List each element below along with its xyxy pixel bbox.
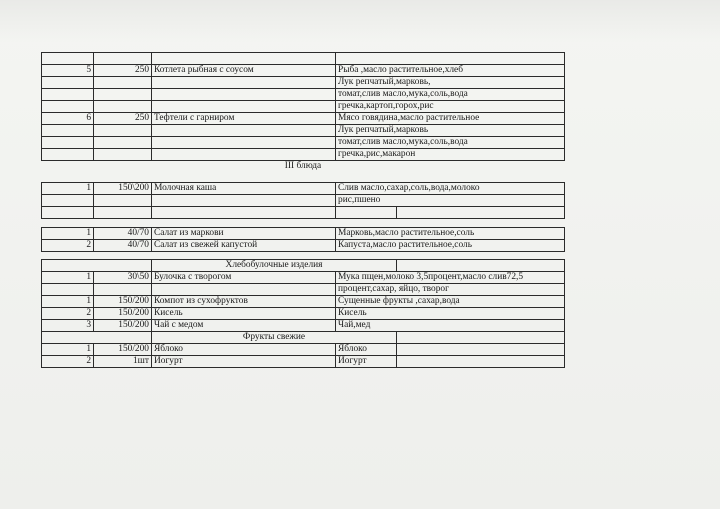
row-weight: 250 [94, 65, 152, 77]
row-number: 1 [42, 183, 94, 195]
row-number [42, 125, 94, 137]
ingredients: Чай,мед [336, 320, 565, 332]
row-weight [94, 53, 152, 65]
empty-cell [397, 344, 565, 356]
row-number: 1 [42, 272, 94, 284]
ingredients: Сущенные фрукты ,сахар,вода [336, 296, 565, 308]
dish-name [152, 77, 336, 89]
dish-name [152, 284, 336, 296]
ingredients: Лук репчатый,марковь [336, 125, 565, 137]
row-weight [94, 77, 152, 89]
row-number: 1 [42, 296, 94, 308]
row-weight: 30\50 [94, 272, 152, 284]
row-number: 2 [42, 356, 94, 368]
ingredients: Марковь,масло растительное,соль [336, 228, 565, 240]
dish-name [152, 137, 336, 149]
dish-name: Иогурт [152, 356, 336, 368]
ingredients: Мука пщен,молоко 3,5процент,масло слив72,5 [336, 272, 565, 284]
dish-name: Тефтели с гарниром [152, 113, 336, 125]
table-row [42, 125, 565, 137]
dish-name: Чай с медом [152, 320, 336, 332]
spacer-cell [42, 219, 565, 228]
table-row [42, 183, 565, 195]
row-weight [94, 89, 152, 101]
table-row [42, 356, 565, 368]
empty-cell [397, 356, 565, 368]
dish-name: Компот из сухофруктов [152, 296, 336, 308]
spacer-row [42, 219, 565, 228]
row-weight [94, 137, 152, 149]
row-number [42, 89, 94, 101]
dish-name [152, 101, 336, 113]
ingredients: томат,слив масло,мука,соль,вода [336, 137, 565, 149]
ingredients: гречка,рис,макарон [336, 149, 565, 161]
empty-cell [42, 332, 152, 344]
section-heading-row [42, 161, 565, 173]
row-weight [94, 195, 152, 207]
row-weight: 1шт [94, 356, 152, 368]
empty-cell [397, 260, 565, 272]
table-row [42, 308, 565, 320]
row-weight [94, 207, 152, 219]
menu-table-third-courses [41, 182, 565, 252]
ingredients: процент,сахар, яйцо, творог [336, 284, 565, 296]
table-row [42, 149, 565, 161]
table-row [42, 137, 565, 149]
dish-name: Кисель [152, 308, 336, 320]
ingredients: гречка,картоп,горох,рис [336, 101, 565, 113]
ingredients: Слив масло,сахар,соль,вода,молоко [336, 183, 565, 195]
table-row [42, 228, 565, 240]
table-row [42, 284, 565, 296]
row-number [42, 77, 94, 89]
row-number: 2 [42, 308, 94, 320]
section-heading-bakery: Хлебобулочные изделия [152, 260, 397, 272]
row-weight: 40/70 [94, 228, 152, 240]
dish-name [152, 53, 336, 65]
scan-shadow [0, 0, 720, 42]
dish-name: Салат из свежей капустой [152, 240, 336, 252]
row-number: 1 [42, 228, 94, 240]
row-number [42, 207, 94, 219]
section-heading-fruits: Фрукты свежие [152, 332, 397, 344]
section-heading-row [42, 260, 565, 272]
row-number: 2 [42, 240, 94, 252]
ingredients [336, 53, 565, 65]
row-number [42, 53, 94, 65]
row-weight [94, 101, 152, 113]
dish-name: Молочная каша [152, 183, 336, 195]
table-row [42, 113, 565, 125]
table-row [42, 344, 565, 356]
dish-name: Салат из маркови [152, 228, 336, 240]
dish-name: Яблоко [152, 344, 336, 356]
table-row [42, 89, 565, 101]
table-row [42, 101, 565, 113]
ingredients [336, 207, 397, 219]
table-row [42, 53, 565, 65]
menu-table-main-courses [41, 52, 565, 172]
dish-name: Булочка с творогом [152, 272, 336, 284]
dish-name [152, 149, 336, 161]
table-row [42, 207, 565, 219]
table-row [42, 296, 565, 308]
section-heading-third-courses: III блюда [284, 161, 322, 171]
row-weight: 150/200 [94, 308, 152, 320]
ingredients: Лук репчатый,марковь, [336, 77, 565, 89]
table-row [42, 320, 565, 332]
row-number [42, 149, 94, 161]
row-weight: 40/70 [94, 240, 152, 252]
row-weight [94, 284, 152, 296]
row-number [42, 195, 94, 207]
ingredients: рис,пшено [336, 195, 565, 207]
row-weight: 150/200 [94, 320, 152, 332]
ingredients: Мясо говядина,масло растительное [336, 113, 565, 125]
ingredients: Капуста,масло растительное,соль [336, 240, 565, 252]
row-weight: 150\200 [94, 183, 152, 195]
row-weight [94, 125, 152, 137]
table-row [42, 65, 565, 77]
dish-name [152, 125, 336, 137]
row-weight [94, 149, 152, 161]
dish-name [152, 89, 336, 101]
dish-name [152, 195, 336, 207]
ingredients: Иогурт [336, 356, 397, 368]
table-row [42, 240, 565, 252]
row-number [42, 137, 94, 149]
empty-cell [397, 207, 565, 219]
row-weight: 250 [94, 113, 152, 125]
row-weight: 150/200 [94, 344, 152, 356]
row-number: 6 [42, 113, 94, 125]
row-number [42, 284, 94, 296]
ingredients: томат,слив масло,мука,соль,вода [336, 89, 565, 101]
table-row [42, 77, 565, 89]
row-weight: 150/200 [94, 296, 152, 308]
table-row [42, 195, 565, 207]
row-number: 1 [42, 344, 94, 356]
dish-name: Котлета рыбная с соусом [152, 65, 336, 77]
empty-cell [42, 260, 152, 272]
menu-table-bakery [41, 259, 565, 368]
ingredients: Рыба ,масло растительное,хлеб [336, 65, 565, 77]
dish-name [152, 207, 336, 219]
row-number: 5 [42, 65, 94, 77]
row-number: 3 [42, 320, 94, 332]
ingredients: Кисель [336, 308, 565, 320]
table-row [42, 272, 565, 284]
row-number [42, 101, 94, 113]
ingredients: Яблоко [336, 344, 397, 356]
empty-cell [397, 332, 565, 344]
section-heading-row [42, 332, 565, 344]
